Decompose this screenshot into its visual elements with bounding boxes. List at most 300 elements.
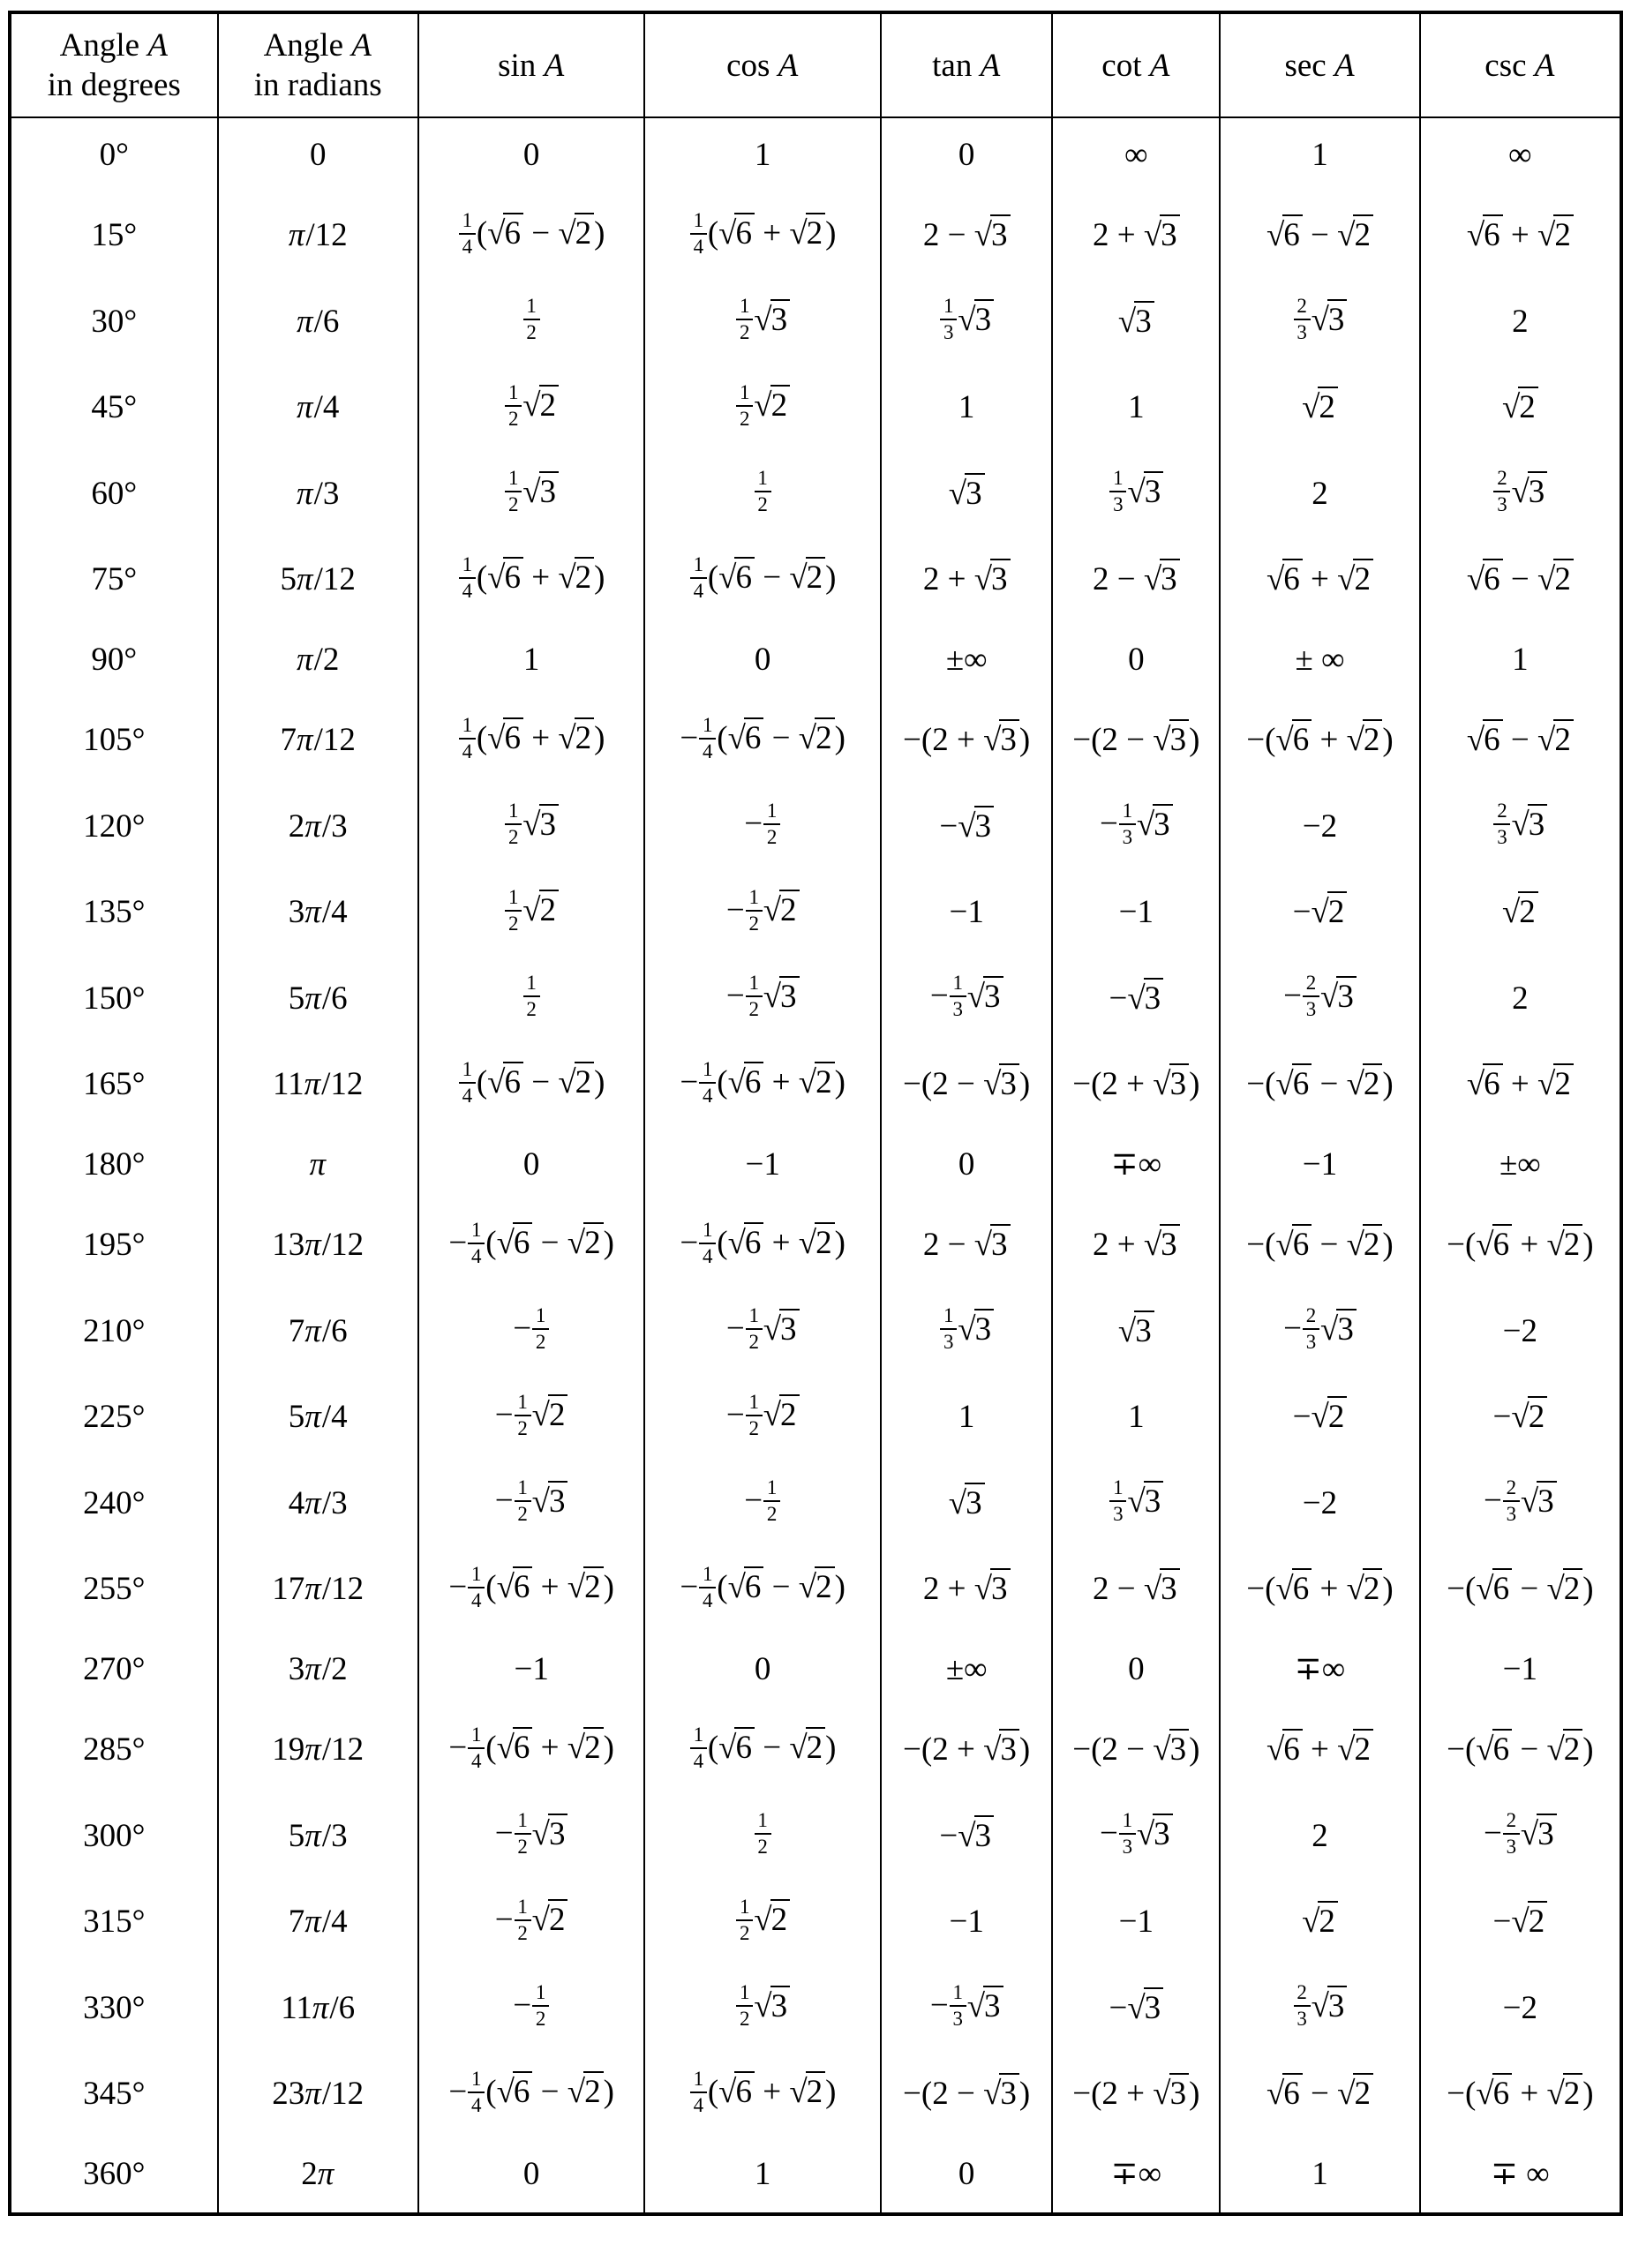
- cell-degrees: 75°: [10, 537, 218, 624]
- cell-sin: [418, 956, 645, 1042]
- fraction: $\frac{1}{2}$: [505, 886, 522, 935]
- cell-radians: 19π/12: [218, 1708, 418, 1794]
- table-row: [10, 537, 1621, 624]
- cell-csc: −2: [1420, 1965, 1621, 2052]
- fraction: $\frac{1}{2}$: [523, 972, 540, 1021]
- cell-tan: 2 + √3: [881, 537, 1052, 624]
- sqrt-radical: √2: [763, 1397, 800, 1433]
- fraction: $\frac{1}{4}$: [459, 209, 476, 259]
- sqrt-radical: √3: [949, 1485, 985, 1521]
- cell-cot: −1: [1052, 1880, 1220, 1966]
- sqrt-radical: √6: [497, 1225, 533, 1261]
- table-row: [10, 784, 1621, 870]
- sqrt-radical: √3: [1153, 1731, 1189, 1768]
- sqrt-radical: √2: [789, 559, 825, 596]
- fraction: $\frac{1}{4}$: [468, 1219, 485, 1268]
- cell-radians: π/6: [218, 279, 418, 365]
- cell-sec: −(√6 + √2): [1220, 698, 1419, 785]
- table-header: [10, 12, 1621, 117]
- table-row: [10, 2052, 1621, 2138]
- cell-tan: 1: [881, 1375, 1052, 1461]
- cell-cot: ∓∞: [1052, 1128, 1220, 1203]
- sqrt-radical: √2: [1337, 217, 1373, 253]
- cell-radians: π/4: [218, 365, 418, 452]
- cell-radians: 7π/12: [218, 698, 418, 785]
- cell-degrees: 300°: [10, 1793, 218, 1880]
- cell-degrees: 270°: [10, 1633, 218, 1708]
- sqrt-radical: √6: [1275, 1227, 1312, 1263]
- sqrt-radical: √2: [1537, 561, 1574, 597]
- cell-radians: 3π/4: [218, 870, 418, 957]
- sqrt-radical: √2: [1302, 389, 1338, 425]
- cell-csc: −√2: [1420, 1880, 1621, 1966]
- cell-cot: 2 + √3: [1052, 1203, 1220, 1289]
- cell-sin: 0: [418, 1128, 645, 1203]
- sqrt-radical: √2: [567, 1225, 604, 1261]
- sqrt-radical: √2: [763, 892, 800, 928]
- table-row: [10, 1793, 1621, 1880]
- sqrt-radical: √3: [1144, 217, 1180, 253]
- fraction: $\frac{1}{4}$: [690, 2068, 707, 2117]
- fraction: $\frac{1}{2}$: [515, 1809, 531, 1859]
- cell-radians: π/2: [218, 623, 418, 698]
- sqrt-radical: √6: [728, 1225, 764, 1261]
- table-row: [10, 1203, 1621, 1289]
- cell-radians: 11π/6: [218, 1965, 418, 2052]
- cell-cot: − $\frac{1}{3}$ √3: [1052, 784, 1220, 870]
- sqrt-radical: √3: [958, 1311, 994, 1348]
- header-label: cot A: [1101, 47, 1170, 84]
- fraction: $\frac{1}{2}$: [755, 1809, 771, 1859]
- fraction: $\frac{1}{4}$: [699, 1563, 716, 1612]
- cell-csc: − $\frac{2}{3}$ √3: [1420, 1793, 1621, 1880]
- fraction: $\frac{1}{2}$: [505, 381, 522, 431]
- cell-sin: $\frac{1}{4}$ (√6 + √2): [418, 698, 645, 785]
- cell-radians: 5π/6: [218, 956, 418, 1042]
- cell-tan: − $\frac{1}{3}$ √3: [881, 1965, 1052, 2052]
- sqrt-radical: √6: [1266, 561, 1303, 597]
- sqrt-radical: √2: [1502, 894, 1538, 930]
- cell-tan: ±∞: [881, 623, 1052, 698]
- sqrt-radical: √2: [1312, 894, 1348, 930]
- header-label: Angle A: [59, 27, 168, 64]
- cell-tan: [881, 1461, 1052, 1547]
- fraction: $\frac{1}{3}$: [940, 295, 957, 344]
- column-header-csc: [1420, 12, 1621, 117]
- sqrt-radical: √2: [532, 1902, 568, 1938]
- sqrt-radical: √3: [1511, 474, 1547, 510]
- cell-tan: 0: [881, 2137, 1052, 2214]
- sqrt-radical: √3: [958, 808, 994, 845]
- column-header-sin: [418, 12, 645, 117]
- sqrt-radical: √3: [949, 476, 985, 512]
- fraction: $\frac{1}{2}$: [763, 1476, 780, 1526]
- fraction: $\frac{1}{3}$: [1119, 1809, 1136, 1859]
- sqrt-radical: √3: [967, 1988, 1003, 2024]
- cell-cot: 2 − √3: [1052, 537, 1220, 624]
- cell-sec: −2: [1220, 784, 1419, 870]
- sqrt-radical: √3: [1312, 1988, 1348, 2024]
- cell-cos: − $\frac{1}{2}$ √3: [644, 956, 881, 1042]
- fraction: $\frac{1}{3}$: [950, 972, 966, 1021]
- cell-cos: $\frac{1}{4}$ (√6 + √2): [644, 193, 881, 280]
- cell-sec: 2: [1220, 451, 1419, 537]
- cell-sec: [1220, 279, 1419, 365]
- cell-radians: π: [218, 1128, 418, 1203]
- cell-tan: ±∞: [881, 1633, 1052, 1708]
- sqrt-radical: √3: [1127, 980, 1163, 1017]
- cell-sec: −(√6 + √2): [1220, 1547, 1419, 1633]
- cell-csc: [1420, 451, 1621, 537]
- cell-sin: $\frac{1}{4}$ (√6 − √2): [418, 193, 645, 280]
- cell-radians: π/3: [218, 451, 418, 537]
- cell-tan: − $\frac{1}{3}$ √3: [881, 956, 1052, 1042]
- table-row: [10, 623, 1621, 698]
- fraction: $\frac{1}{2}$: [746, 972, 763, 1021]
- trig-function-table: [8, 11, 1623, 2216]
- fraction: $\frac{1}{2}$: [755, 467, 771, 516]
- sqrt-radical: √3: [1153, 1066, 1189, 1102]
- cell-sin: [418, 279, 645, 365]
- cell-sec: √6 − √2: [1220, 2052, 1419, 2138]
- sqrt-radical: √2: [1502, 389, 1538, 425]
- header-label: csc A: [1484, 47, 1555, 84]
- cell-degrees: 195°: [10, 1203, 218, 1289]
- cell-tan: 2 + √3: [881, 1547, 1052, 1633]
- sqrt-radical: √3: [1137, 807, 1173, 843]
- header-label-line2: in radians: [253, 67, 382, 104]
- cell-radians: 3π/2: [218, 1633, 418, 1708]
- cell-sec: −1: [1220, 1128, 1419, 1203]
- sqrt-radical: √2: [754, 1902, 790, 1938]
- cell-csc: 2: [1420, 279, 1621, 365]
- cell-degrees: 30°: [10, 279, 218, 365]
- sqrt-radical: √2: [522, 387, 559, 424]
- cell-radians: 7π/6: [218, 1288, 418, 1375]
- fraction: $\frac{1}{2}$: [505, 800, 522, 849]
- cell-tan: 2 − √3: [881, 1203, 1052, 1289]
- sqrt-radical: √6: [718, 559, 755, 596]
- cell-sec: √6 + √2: [1220, 1708, 1419, 1794]
- sqrt-radical: √6: [487, 720, 523, 756]
- sqrt-radical: √2: [1537, 1066, 1574, 1102]
- cell-sin: − $\frac{1}{2}$: [418, 1965, 645, 2052]
- cell-sin: − $\frac{1}{2}$ √3: [418, 1461, 645, 1547]
- cell-degrees: 60°: [10, 451, 218, 537]
- sqrt-radical: √3: [522, 807, 559, 843]
- fraction: $\frac{1}{3}$: [940, 1304, 957, 1354]
- cell-radians: 0: [218, 117, 418, 193]
- cell-sec: −2: [1220, 1461, 1419, 1547]
- cell-radians: 7π/4: [218, 1880, 418, 1966]
- cell-sin: − $\frac{1}{4}$ (√6 + √2): [418, 1708, 645, 1794]
- cell-sec: [1220, 365, 1419, 452]
- fraction: $\frac{2}{3}$: [1493, 800, 1510, 849]
- cell-radians: 5π/12: [218, 537, 418, 624]
- sqrt-radical: √6: [497, 1569, 533, 1605]
- sqrt-radical: √2: [799, 1225, 835, 1261]
- fraction: $\frac{1}{2}$: [736, 295, 753, 344]
- sqrt-radical: √6: [728, 1064, 764, 1100]
- fraction: $\frac{2}{3}$: [1294, 1981, 1311, 2031]
- cell-sin: 0: [418, 117, 645, 193]
- cell-sec: −√2: [1220, 1375, 1419, 1461]
- cell-csc: [1420, 870, 1621, 957]
- cell-radians: 5π/3: [218, 1793, 418, 1880]
- sqrt-radical: √2: [558, 559, 594, 596]
- cell-cot: − $\frac{1}{3}$ √3: [1052, 1793, 1220, 1880]
- cell-csc: [1420, 784, 1621, 870]
- column-header-radians: [218, 12, 418, 117]
- table-row: [10, 279, 1621, 365]
- sqrt-radical: √3: [754, 1988, 790, 2024]
- sqrt-radical: √3: [1144, 1227, 1180, 1263]
- sqrt-radical: √6: [1467, 722, 1503, 758]
- fraction: $\frac{2}{3}$: [1493, 467, 1510, 516]
- sqrt-radical: √2: [567, 1730, 604, 1766]
- fraction: $\frac{1}{4}$: [699, 1058, 716, 1108]
- cell-radians: 4π/3: [218, 1461, 418, 1547]
- sqrt-radical: √6: [487, 215, 523, 252]
- fraction: $\frac{1}{4}$: [690, 1724, 707, 1773]
- sqrt-radical: √6: [497, 1730, 533, 1766]
- sqrt-radical: √3: [967, 979, 1003, 1015]
- cell-csc: √6 + √2: [1420, 193, 1621, 280]
- sqrt-radical: √2: [799, 720, 835, 756]
- sqrt-radical: √2: [522, 892, 559, 928]
- sqrt-radical: √3: [958, 1818, 994, 1854]
- sqrt-radical: √3: [532, 1483, 568, 1520]
- cell-csc: −√2: [1420, 1375, 1621, 1461]
- fraction: $\frac{2}{3}$: [1303, 1304, 1319, 1354]
- cell-sec: [1220, 1880, 1419, 1966]
- sqrt-radical: √2: [1546, 2076, 1582, 2112]
- sqrt-radical: √3: [983, 1731, 1019, 1768]
- cell-sin: [418, 870, 645, 957]
- sqrt-radical: √3: [763, 979, 800, 1015]
- cell-radians: 11π/12: [218, 1042, 418, 1129]
- cell-cos: − $\frac{1}{4}$ (√6 + √2): [644, 1042, 881, 1129]
- sqrt-radical: √6: [1476, 1731, 1512, 1768]
- header-label: tan A: [932, 47, 1001, 84]
- cell-cos: [644, 1880, 881, 1966]
- cell-sec: [1220, 1965, 1419, 2052]
- fraction: $\frac{2}{3}$: [1294, 295, 1311, 344]
- cell-cos: $\frac{1}{4}$ (√6 − √2): [644, 537, 881, 624]
- sqrt-radical: √2: [1537, 217, 1574, 253]
- cell-degrees: 150°: [10, 956, 218, 1042]
- sqrt-radical: √6: [718, 1730, 755, 1766]
- sqrt-radical: √2: [532, 1397, 568, 1433]
- cell-csc: ∓ ∞: [1420, 2137, 1621, 2214]
- cell-cot: −1: [1052, 870, 1220, 957]
- sqrt-radical: √3: [1521, 1483, 1557, 1520]
- cell-tan: 0: [881, 117, 1052, 193]
- sqrt-radical: √6: [718, 2074, 755, 2110]
- sqrt-radical: √6: [1476, 1227, 1512, 1263]
- cell-sec: −(√6 − √2): [1220, 1042, 1419, 1129]
- cell-cot: −(2 + √3): [1052, 2052, 1220, 2138]
- fraction: $\frac{2}{3}$: [1503, 1809, 1520, 1859]
- column-header-degrees: [10, 12, 218, 117]
- sqrt-radical: √3: [1312, 302, 1348, 338]
- cell-tan: −1: [881, 1880, 1052, 1966]
- fraction: $\frac{1}{2}$: [523, 295, 540, 344]
- sqrt-radical: √2: [558, 720, 594, 756]
- fraction: $\frac{1}{2}$: [515, 1391, 531, 1440]
- sqrt-radical: √3: [974, 1227, 1011, 1263]
- sqrt-radical: √6: [1467, 561, 1503, 597]
- table-row: [10, 1633, 1621, 1708]
- sqrt-radical: √2: [1302, 1904, 1338, 1940]
- fraction: $\frac{1}{3}$: [950, 1981, 966, 2031]
- table-row: [10, 956, 1621, 1042]
- sqrt-radical: √3: [974, 1571, 1011, 1607]
- cell-cos: −1: [644, 1128, 881, 1203]
- fraction: $\frac{1}{2}$: [532, 1981, 549, 2031]
- column-header-cos: [644, 12, 881, 117]
- sqrt-radical: √3: [1511, 807, 1547, 843]
- cell-tan: −√3: [881, 784, 1052, 870]
- header-label: Angle A: [263, 27, 372, 64]
- cell-degrees: 0°: [10, 117, 218, 193]
- cell-cot: −√3: [1052, 1965, 1220, 2052]
- cell-cot: −(2 + √3): [1052, 1042, 1220, 1129]
- cell-cos: 1: [644, 2137, 881, 2214]
- fraction: $\frac{1}{2}$: [736, 381, 753, 431]
- cell-radians: 2π/3: [218, 784, 418, 870]
- cell-cot: −√3: [1052, 956, 1220, 1042]
- sqrt-radical: √3: [522, 474, 559, 510]
- sqrt-radical: √3: [1521, 1816, 1557, 1852]
- sqrt-radical: √2: [1337, 561, 1373, 597]
- sqrt-radical: √3: [1153, 2076, 1189, 2112]
- fraction: $\frac{1}{4}$: [459, 714, 476, 763]
- table-row: [10, 870, 1621, 957]
- sqrt-radical: √2: [1546, 1731, 1582, 1768]
- sqrt-radical: √2: [1337, 1731, 1373, 1768]
- cell-sin: − $\frac{1}{4}$ (√6 + √2): [418, 1547, 645, 1633]
- cell-tan: 0: [881, 1128, 1052, 1203]
- cell-radians: 23π/12: [218, 2052, 418, 2138]
- sqrt-radical: √2: [799, 1569, 835, 1605]
- table-row: [10, 1288, 1621, 1375]
- fraction: $\frac{1}{2}$: [515, 1896, 531, 1945]
- header-label-line2: in degrees: [47, 67, 181, 104]
- table-row: [10, 1128, 1621, 1203]
- header-row: [10, 12, 1621, 117]
- cell-cos: $\frac{1}{4}$ (√6 + √2): [644, 2052, 881, 2138]
- cell-sin: − $\frac{1}{2}$ √2: [418, 1880, 645, 1966]
- cell-degrees: 135°: [10, 870, 218, 957]
- fraction: $\frac{1}{2}$: [763, 800, 780, 849]
- table-row: [10, 2137, 1621, 2214]
- fraction: $\frac{1}{4}$: [699, 714, 716, 763]
- cell-degrees: 165°: [10, 1042, 218, 1129]
- sqrt-radical: √3: [974, 217, 1011, 253]
- sqrt-radical: √2: [1347, 1571, 1383, 1607]
- cell-tan: [881, 451, 1052, 537]
- cell-sin: [418, 365, 645, 452]
- cell-sec: − $\frac{2}{3}$ √3: [1220, 1288, 1419, 1375]
- cell-cos: 0: [644, 1633, 881, 1708]
- table-row: [10, 1547, 1621, 1633]
- cell-sin: − $\frac{1}{2}$ √2: [418, 1375, 645, 1461]
- cell-degrees: 120°: [10, 784, 218, 870]
- cell-sin: − $\frac{1}{4}$ (√6 − √2): [418, 1203, 645, 1289]
- cell-cos: − $\frac{1}{2}$: [644, 784, 881, 870]
- cell-radians: 13π/12: [218, 1203, 418, 1289]
- table-row: [10, 698, 1621, 785]
- table-row: [10, 117, 1621, 193]
- cell-degrees: 330°: [10, 1965, 218, 2052]
- cell-cos: [644, 1793, 881, 1880]
- sqrt-radical: √6: [1266, 2076, 1303, 2112]
- fraction: $\frac{1}{2}$: [515, 1476, 531, 1526]
- sqrt-radical: √2: [558, 215, 594, 252]
- sqrt-radical: √6: [1275, 1571, 1312, 1607]
- cell-csc: − $\frac{2}{3}$ √3: [1420, 1461, 1621, 1547]
- sqrt-radical: √2: [1347, 1066, 1383, 1102]
- sqrt-radical: √6: [728, 720, 764, 756]
- sqrt-radical: √3: [983, 2076, 1019, 2112]
- table-row: [10, 193, 1621, 280]
- cell-cos: [644, 279, 881, 365]
- sqrt-radical: √3: [1118, 304, 1154, 340]
- sqrt-radical: √2: [789, 1730, 825, 1766]
- table-row: [10, 365, 1621, 452]
- cell-tan: −(2 − √3): [881, 1042, 1052, 1129]
- sqrt-radical: √3: [763, 1311, 800, 1348]
- column-header-cot: [1052, 12, 1220, 117]
- cell-cot: ∞: [1052, 117, 1220, 193]
- fraction: $\frac{1}{4}$: [690, 209, 707, 259]
- cell-cos: [644, 365, 881, 452]
- fraction: $\frac{1}{4}$: [459, 553, 476, 603]
- cell-csc: −1: [1420, 1633, 1621, 1708]
- cell-tan: −(2 + √3): [881, 698, 1052, 785]
- sqrt-radical: √3: [983, 722, 1019, 758]
- cell-degrees: 105°: [10, 698, 218, 785]
- sqrt-radical: √6: [728, 1569, 764, 1605]
- cell-cos: − $\frac{1}{4}$ (√6 + √2): [644, 1203, 881, 1289]
- sqrt-radical: √2: [1511, 1904, 1547, 1940]
- sqrt-radical: √2: [1312, 1399, 1348, 1435]
- cell-csc: 1: [1420, 623, 1621, 698]
- cell-cos: − $\frac{1}{4}$ (√6 − √2): [644, 698, 881, 785]
- sqrt-radical: √3: [1320, 1311, 1357, 1348]
- header-label: cos A: [726, 47, 799, 84]
- cell-cos: $\frac{1}{4}$ (√6 − √2): [644, 1708, 881, 1794]
- cell-cot: 2 + √3: [1052, 193, 1220, 280]
- cell-csc: −(√6 − √2): [1420, 1547, 1621, 1633]
- fraction: $\frac{1}{2}$: [505, 467, 522, 516]
- cell-cos: [644, 1965, 881, 2052]
- cell-tan: −1: [881, 870, 1052, 957]
- sqrt-radical: √2: [1537, 722, 1574, 758]
- cell-csc: −(√6 − √2): [1420, 1708, 1621, 1794]
- cell-sin: − $\frac{1}{2}$ √3: [418, 1793, 645, 1880]
- cell-tan: [881, 279, 1052, 365]
- cell-degrees: 240°: [10, 1461, 218, 1547]
- cell-csc: ±∞: [1420, 1128, 1621, 1203]
- sqrt-radical: √3: [1137, 1816, 1173, 1852]
- column-header-sec: [1220, 12, 1419, 117]
- cell-cot: [1052, 1461, 1220, 1547]
- cell-cot: 0: [1052, 623, 1220, 698]
- sqrt-radical: √2: [799, 1064, 835, 1100]
- sqrt-radical: √6: [497, 2074, 533, 2110]
